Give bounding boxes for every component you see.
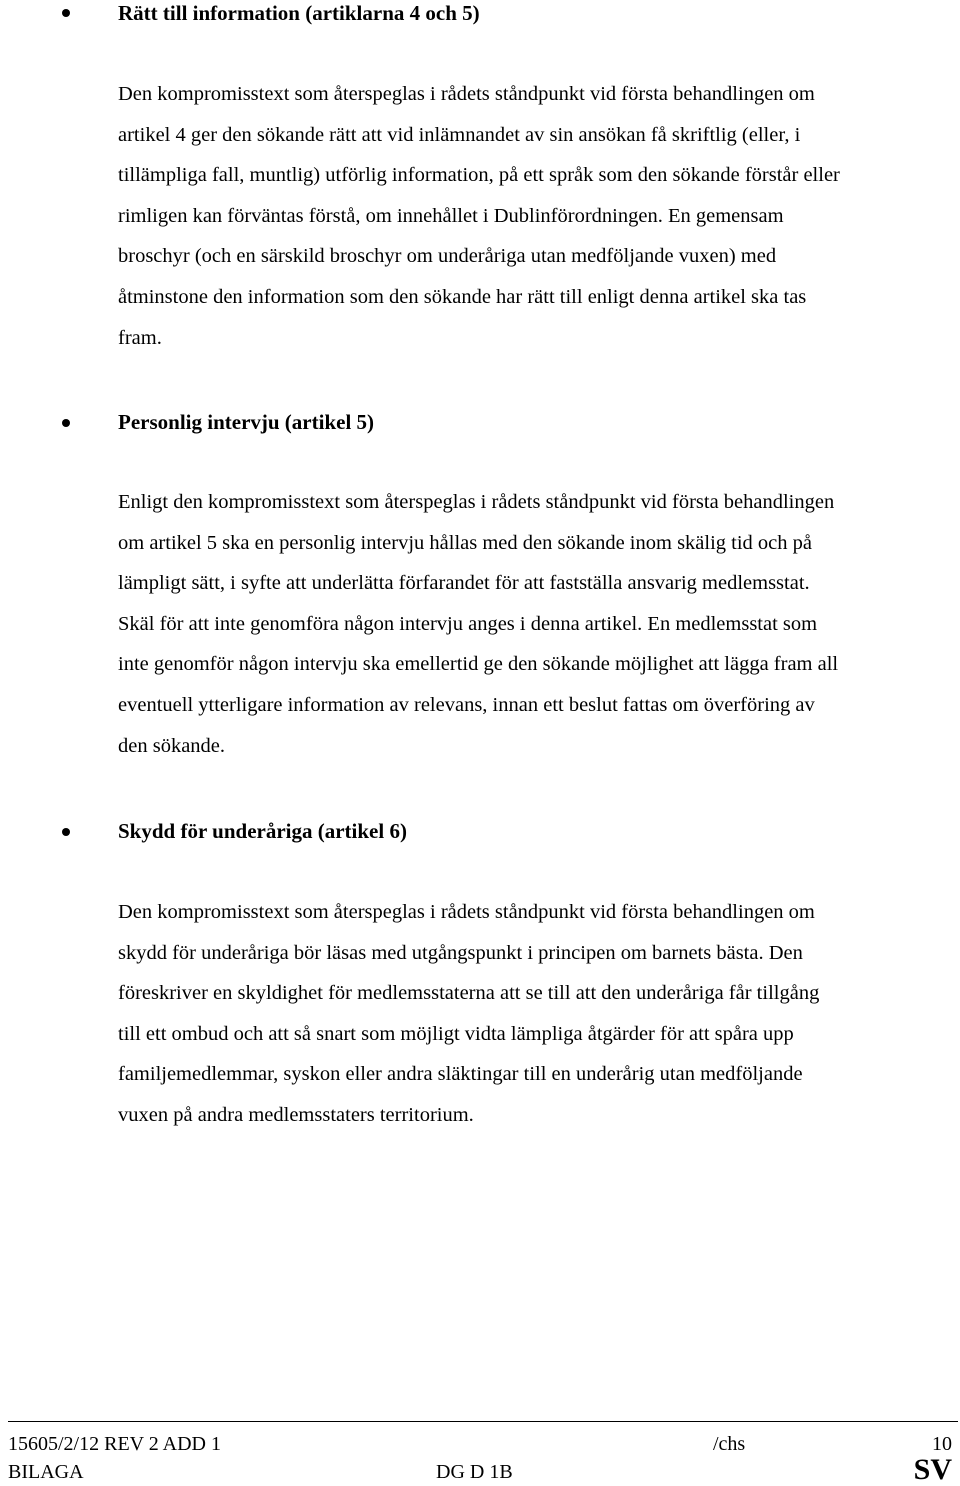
section-heading: Rätt till information (artiklarna 4 och 5)	[118, 1, 480, 25]
paragraph-line: tillämpliga fall, muntlig) utförlig information, på ett språk som den sökande förstår eller	[118, 164, 840, 187]
footer-language-code: SV	[913, 1453, 952, 1486]
paragraph-line: åtminstone den information som den sökande har rätt till enligt denna artikel ska tas	[118, 285, 807, 308]
paragraph-line: vuxen på andra medlemsstaters territorium.	[118, 1103, 474, 1126]
paragraph-line: Den kompromisstext som återspeglas i rådets ståndpunkt vid första behandlingen om	[118, 901, 815, 923]
paragraph-line: rimligen kan förväntas förstå, om innehållet i Dublinförordningen. En gemensam	[118, 204, 784, 227]
paragraph-line: föreskriver en skyldighet för medlemsstaterna att se till att den underåriga får tillgång	[118, 982, 820, 1005]
footer-directorate: DG D 1B	[436, 1461, 513, 1483]
paragraph-line: broschyr (och en särskild broschyr om underåriga utan medföljande vuxen) med	[118, 245, 777, 268]
bullet-icon	[62, 828, 70, 836]
footer-divider	[8, 1421, 958, 1422]
section-heading: Skydd för underåriga (artikel 6)	[118, 819, 407, 843]
paragraph-line: Skäl för att inte genomföra någon intervju anges i denna artikel. En medlemsstat som	[118, 612, 818, 635]
paragraph-line: familjemedlemmar, syskon eller andra släktingar till en underårig utan medföljande	[118, 1063, 803, 1086]
bullet-icon	[62, 9, 70, 17]
bullet-icon	[62, 419, 70, 427]
paragraph-line: den sökande.	[118, 734, 226, 757]
paragraph-line: till ett ombud och att så snart som möjligt vidta lämpliga åtgärder för att spåra upp	[118, 1022, 794, 1045]
paragraph-line: om artikel 5 ska en personlig intervju hållas med den sökande inom skälig tid och på	[118, 531, 812, 554]
paragraph-line: artikel 4 ger den sökande rätt att vid inlämnandet av sin ansökan få skriftlig (eller, i	[118, 123, 801, 146]
footer-page-number: 10	[932, 1433, 952, 1455]
footer-initials: /chs	[713, 1433, 746, 1455]
section-paragraph	[118, 74, 946, 358]
section-paragraph	[118, 892, 946, 1136]
section-paragraph	[118, 482, 946, 766]
paragraph-line: skydd för underåriga bör läsas med utgångspunkt i principen om barnets bästa. Den	[118, 941, 803, 964]
paragraph-line: Den kompromisstext som återspeglas i rådets ståndpunkt vid första behandlingen om	[118, 83, 815, 105]
paragraph-line: inte genomför någon intervju ska emellertid ge den sökande möjlighet att lägga fram all	[118, 653, 839, 676]
paragraph-line: Enligt den kompromisstext som återspeglas i rådets ståndpunkt vid första behandlingen	[118, 491, 835, 513]
footer-annex-label: BILAGA	[8, 1461, 84, 1483]
paragraph-line: fram.	[118, 326, 162, 349]
paragraph-line: lämpligt sätt, i syfte att underlätta förfarandet för att fastställa ansvarig medlemsstat.	[118, 572, 810, 595]
footer-doc-ref: 15605/2/12 REV 2 ADD 1	[8, 1433, 221, 1455]
section-heading: Personlig intervju (artikel 5)	[118, 410, 375, 434]
paragraph-line: eventuell ytterligare information av relevans, innan ett beslut fattas om överföring av	[118, 693, 815, 716]
